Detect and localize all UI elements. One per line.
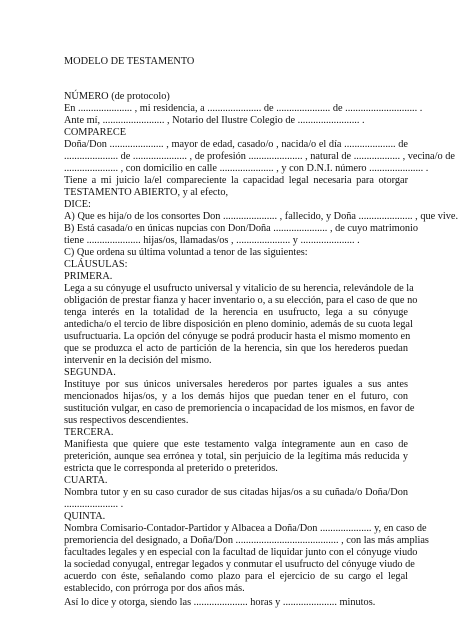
- clause-a-line: A) Que es hija/o de los consortes Don ..................... , fallecido, y Doña ..................... , que vive.: [64, 211, 459, 222]
- appearer-line: ..................... , con domicilio en calle ..................... , y con D.N.I. número ..................... .: [64, 163, 429, 174]
- primera-text-line: que se produzca el acto de partición de la herencia, sin que los herederos puedan: [64, 343, 408, 354]
- primera-text-line: usufructuaria. La opción del cónyuge se podrá producir hasta el mismo momento en: [64, 331, 411, 342]
- tercera-text-line: Manifiesta que quiere que este testamento valga íntegramente aun en caso de: [64, 439, 408, 450]
- clause-b-line: B) Está casada/o en únicas nupcias con Don/Doña ..................... , de cuyo matrimonio: [64, 223, 419, 234]
- primera-text-line: tenga interés en la totalidad de la herencia en usufructo, lega a su cónyuge: [64, 307, 408, 318]
- notary-line: Ante mí, ........................ , Notario del Ilustre Colegio de ........................ .: [64, 115, 365, 126]
- segunda-text-line: sus respectivos descendientes.: [64, 415, 189, 426]
- tercera-heading: TERCERA.: [64, 427, 114, 438]
- comparece-heading: COMPARECE: [64, 127, 126, 138]
- primera-text-line: Lega a su cónyuge el usufructo universal y vitalicio de su herencia, relevándole de la: [64, 283, 414, 294]
- clausulas-heading: CLÁUSULAS:: [64, 259, 128, 270]
- tercera-text-line: preterición, aunque sea errónea y total, sin perjuicio de la legítima más reducida y: [64, 451, 408, 462]
- appearer-line: TESTAMENTO ABIERTO, y al efecto,: [64, 187, 229, 198]
- cuarta-text-line: ..................... .: [64, 499, 124, 510]
- quinta-text-line: premoriencia del designado, a Doña/Don ........................................ , con las más amplias: [64, 535, 429, 546]
- quinta-text-line: acuerdo con éste, señalando como plazo para el ejercicio de su cargo el legal: [64, 571, 408, 582]
- primera-text-line: antedicha/o el tercio de libre disposición en pleno dominio, además de su cuota legal: [64, 319, 413, 330]
- appearer-line: Tiene a mi juicio la/el compareciente la capacidad legal necesaria para otorgar: [64, 175, 408, 186]
- segunda-heading: SEGUNDA.: [64, 367, 116, 378]
- primera-text-line: intervenir en la decisión del mismo.: [64, 355, 212, 366]
- place-date-line: En ..................... , mi residencia, a ..................... de ..................... de ............................ .: [64, 103, 423, 114]
- quinta-heading: QUINTA.: [64, 511, 106, 522]
- quinta-text-line: la sociedad conyugal, entregar legados y conmutar el usufructo del cónyuge viudo de: [64, 559, 415, 570]
- primera-text-line: obligación de prestar fianza y hacer inventario o, a su elección, para el caso de que no: [64, 295, 418, 306]
- quinta-text-line: facultades legales y en especial con la facultad de liquidar junto con el cónyuge viudo: [64, 547, 418, 558]
- segunda-text-line: sustitución vulgar, en caso de premoriencia o incapacidad de los mismos, en favor de: [64, 403, 415, 414]
- segunda-text-line: mencionados hijas/os, y a los demás hijos que puedan tener en el futuro, con: [64, 391, 408, 402]
- clause-c-line: C) Que ordena su última voluntad a tenor de las siguientes:: [64, 247, 308, 258]
- appearer-line: Doña/Don ..................... , mayor de edad, casado/o , nacida/o el día .................... de: [64, 139, 408, 150]
- segunda-text-line: Instituye por sus únicos universales herederos por partes iguales a sus antes: [64, 379, 408, 390]
- cuarta-heading: CUARTA.: [64, 475, 108, 486]
- closing-line: Así lo dice y otorga, siendo las ..................... horas y ..................... minutos.: [64, 597, 376, 608]
- appearer-line: ..................... de ..................... , de profesión ..................... , natural de .................. , vecina/o de: [64, 151, 455, 162]
- dice-heading: DICE:: [64, 199, 91, 210]
- primera-heading: PRIMERA.: [64, 271, 113, 282]
- document-title: MODELO DE TESTAMENTO: [64, 56, 195, 67]
- clause-b-line: tiene ..................... hijas/os, llamadas/os , ..................... y ..................... .: [64, 235, 360, 246]
- quinta-text-line: establecido, con prórroga por dos años más.: [64, 583, 245, 594]
- cuarta-text-line: Nombra tutor y en su caso curador de sus citadas hijas/os a su cuñada/o Doña/Don: [64, 487, 408, 498]
- protocol-number-label: NÚMERO (de protocolo): [64, 91, 170, 102]
- tercera-text-line: estricta que le corresponda al preterido o preteridos.: [64, 463, 278, 474]
- quinta-text-line: Nombra Comisario-Contador-Partidor y Albacea a Doña/Don .................... y, en caso de: [64, 523, 427, 534]
